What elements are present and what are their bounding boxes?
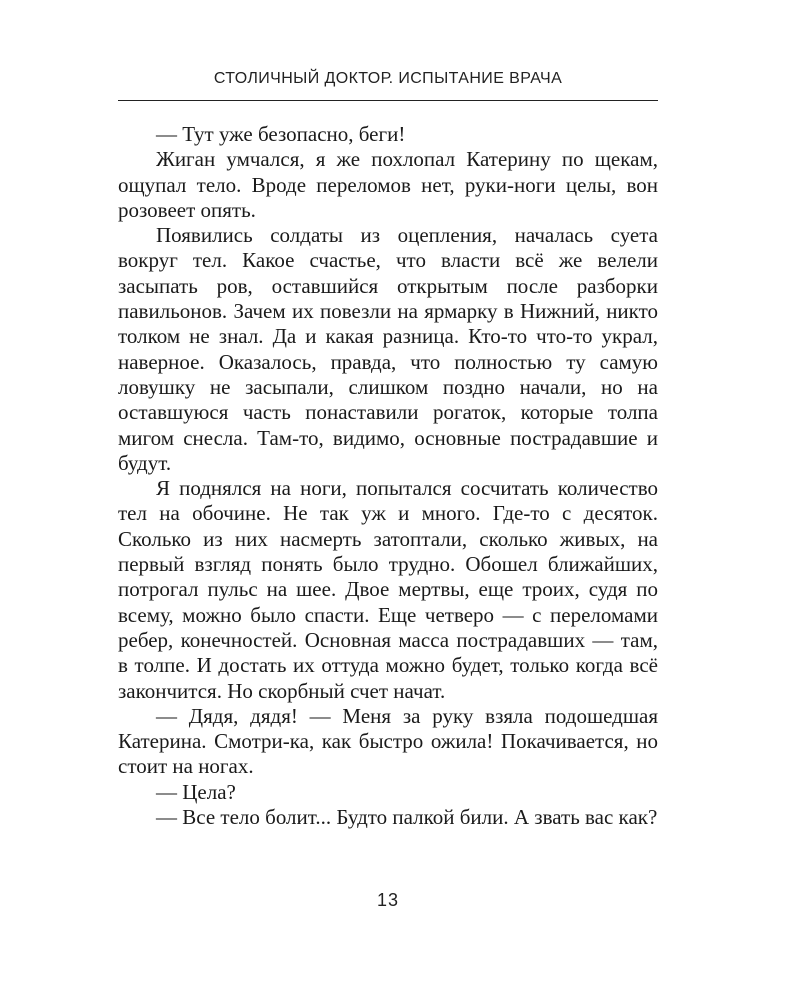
header-rule	[118, 100, 658, 101]
running-title: СТОЛИЧНЫЙ ДОКТОР. ИСПЫТАНИЕ ВРАЧА	[213, 70, 563, 87]
paragraph: — Дядя, дядя! — Меня за руку взяла подошедшая Катерина. Смотри-ка, как быстро ожила! Покачивается, но стоит на ногах.	[118, 703, 658, 779]
page-body	[118, 122, 658, 830]
paragraph: — Цела?	[156, 779, 236, 804]
paragraph: Жиган умчался, я же похлопал Катерину по щекам, ощупал тело. Вроде переломов нет, руки-ноги целы, вон розовеет опять.	[118, 147, 658, 222]
page-number: 13	[376, 890, 400, 910]
paragraph: — Тут уже безопасно, беги!	[156, 122, 406, 146]
paragraph: Я поднялся на ноги, попытался сосчитать количество тел на обочине. Не так уж и много. Где-то с десяток. Сколько из них насмерть затоптали, сколько живых, на первый взгляд понять было трудно. Обошел ближайших, потрогал пульс на шее. Двое мертвы, еще троих, судя по всему, можно было спасти. Еще четверо — с переломами ребер, конечностей. Основная масса пострадавших — там, в толпе. И достать их оттуда можно будет, только когда всё закончится. Но скорбный счет начат.	[118, 476, 658, 703]
paragraph: — Все тело болит... Будто палкой били. А звать вас как?	[156, 805, 658, 830]
paragraph: Появились солдаты из оцепления, началась суета вокруг тел. Какое счастье, что власти всё же велели засыпать ров, оставшийся открытым после разборки павильонов. Зачем их повезли на ярмарку в Нижний, никто толком не знал. Да и какая разница. Кто-то что-то украл, наверное. Оказалось, правда, что полностью ту самую ловушку не засыпали, слишком поздно начали, но на оставшуюся часть понаставили рогаток, которые толпа мигом снесла. Там-то, видимо, основные пострадавшие и будут.	[118, 223, 658, 475]
